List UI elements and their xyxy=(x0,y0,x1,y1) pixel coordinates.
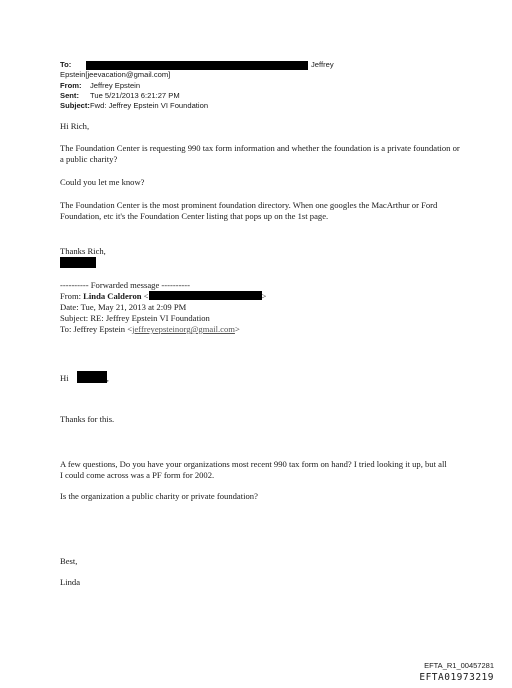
paragraph-1: The Foundation Center is requesting 990 tax form information and whether the foundation is a private foundation or a public charity? xyxy=(60,143,460,165)
sent-label: Sent: xyxy=(60,90,79,100)
reply-greeting xyxy=(60,371,460,384)
forwarded-subject: Subject: RE: Jeffrey Epstein VI Foundation xyxy=(60,313,210,323)
forwarded-to-email-link[interactable]: jeffreyepsteinorg@gmail.com xyxy=(132,324,235,334)
forwarded-from-close: > xyxy=(261,291,267,301)
forwarded-to-suffix: > xyxy=(234,324,240,334)
greeting: Hi Rich, xyxy=(60,121,90,131)
reply-thanks: Thanks for this. xyxy=(60,414,115,424)
reply-name: Linda xyxy=(60,577,81,587)
forwarded-from-open: < xyxy=(141,291,149,301)
redaction-bar xyxy=(77,371,107,383)
subject-value: Fwd: Jeffrey Epstein VI Foundation xyxy=(90,101,209,111)
forwarded-from-row xyxy=(60,291,460,302)
redaction-bar xyxy=(60,257,96,268)
subject-label: Subject: xyxy=(60,101,90,111)
redaction-bar xyxy=(149,291,262,300)
reply-hi-comma: , xyxy=(106,373,109,383)
forwarded-to-prefix: To: Jeffrey Epstein < xyxy=(60,324,133,334)
forwarded-from-prefix: From: xyxy=(60,291,84,301)
paragraph-2: Could you let me know? xyxy=(60,177,145,187)
from-value: Jeffrey Epstein xyxy=(90,80,141,90)
from-label: From: xyxy=(60,80,82,90)
to-email: Epstein[jeevacation@gmail.com] xyxy=(60,70,171,80)
to-email-row xyxy=(60,70,360,80)
redaction-bar xyxy=(86,61,308,70)
from-row xyxy=(60,81,360,91)
sent-row xyxy=(60,91,360,101)
footer-ref-1: EFTA_R1_00457281 xyxy=(424,661,494,670)
forwarded-divider: ---------- Forwarded message ---------- xyxy=(60,280,191,290)
reply-paragraph-2: Is the organization a public charity or private foundation? xyxy=(60,491,258,501)
to-label: To: xyxy=(60,60,72,69)
reply-paragraph-1: A few questions, Do you have your organizations most recent 990 tax form on hand? I tried looking it up, but all I could come across was a PF form for 2002. xyxy=(60,459,447,481)
forwarded-from-name: Linda Calderon xyxy=(83,291,142,301)
sent-value: Tue 5/21/2013 6:21:27 PM xyxy=(90,90,180,100)
to-row xyxy=(60,60,360,70)
to-name: Jeffrey xyxy=(311,60,334,69)
email-header xyxy=(60,60,360,111)
reply-hi: Hi xyxy=(60,373,69,383)
signoff: Thanks Rich, xyxy=(60,246,106,256)
reply-best: Best, xyxy=(60,556,78,566)
subject-row xyxy=(60,101,360,111)
forwarded-date: Date: Tue, May 21, 2013 at 2:09 PM xyxy=(60,302,187,312)
paragraph-3: The Foundation Center is the most prominent foundation directory. When one googles the MacArthur or Ford Foundation, etc it's the Foundation Center listing that pops up on the 1st page. xyxy=(60,200,438,222)
forwarded-to-row xyxy=(60,324,460,335)
footer-ref-2: EFTA01973219 xyxy=(419,672,494,683)
